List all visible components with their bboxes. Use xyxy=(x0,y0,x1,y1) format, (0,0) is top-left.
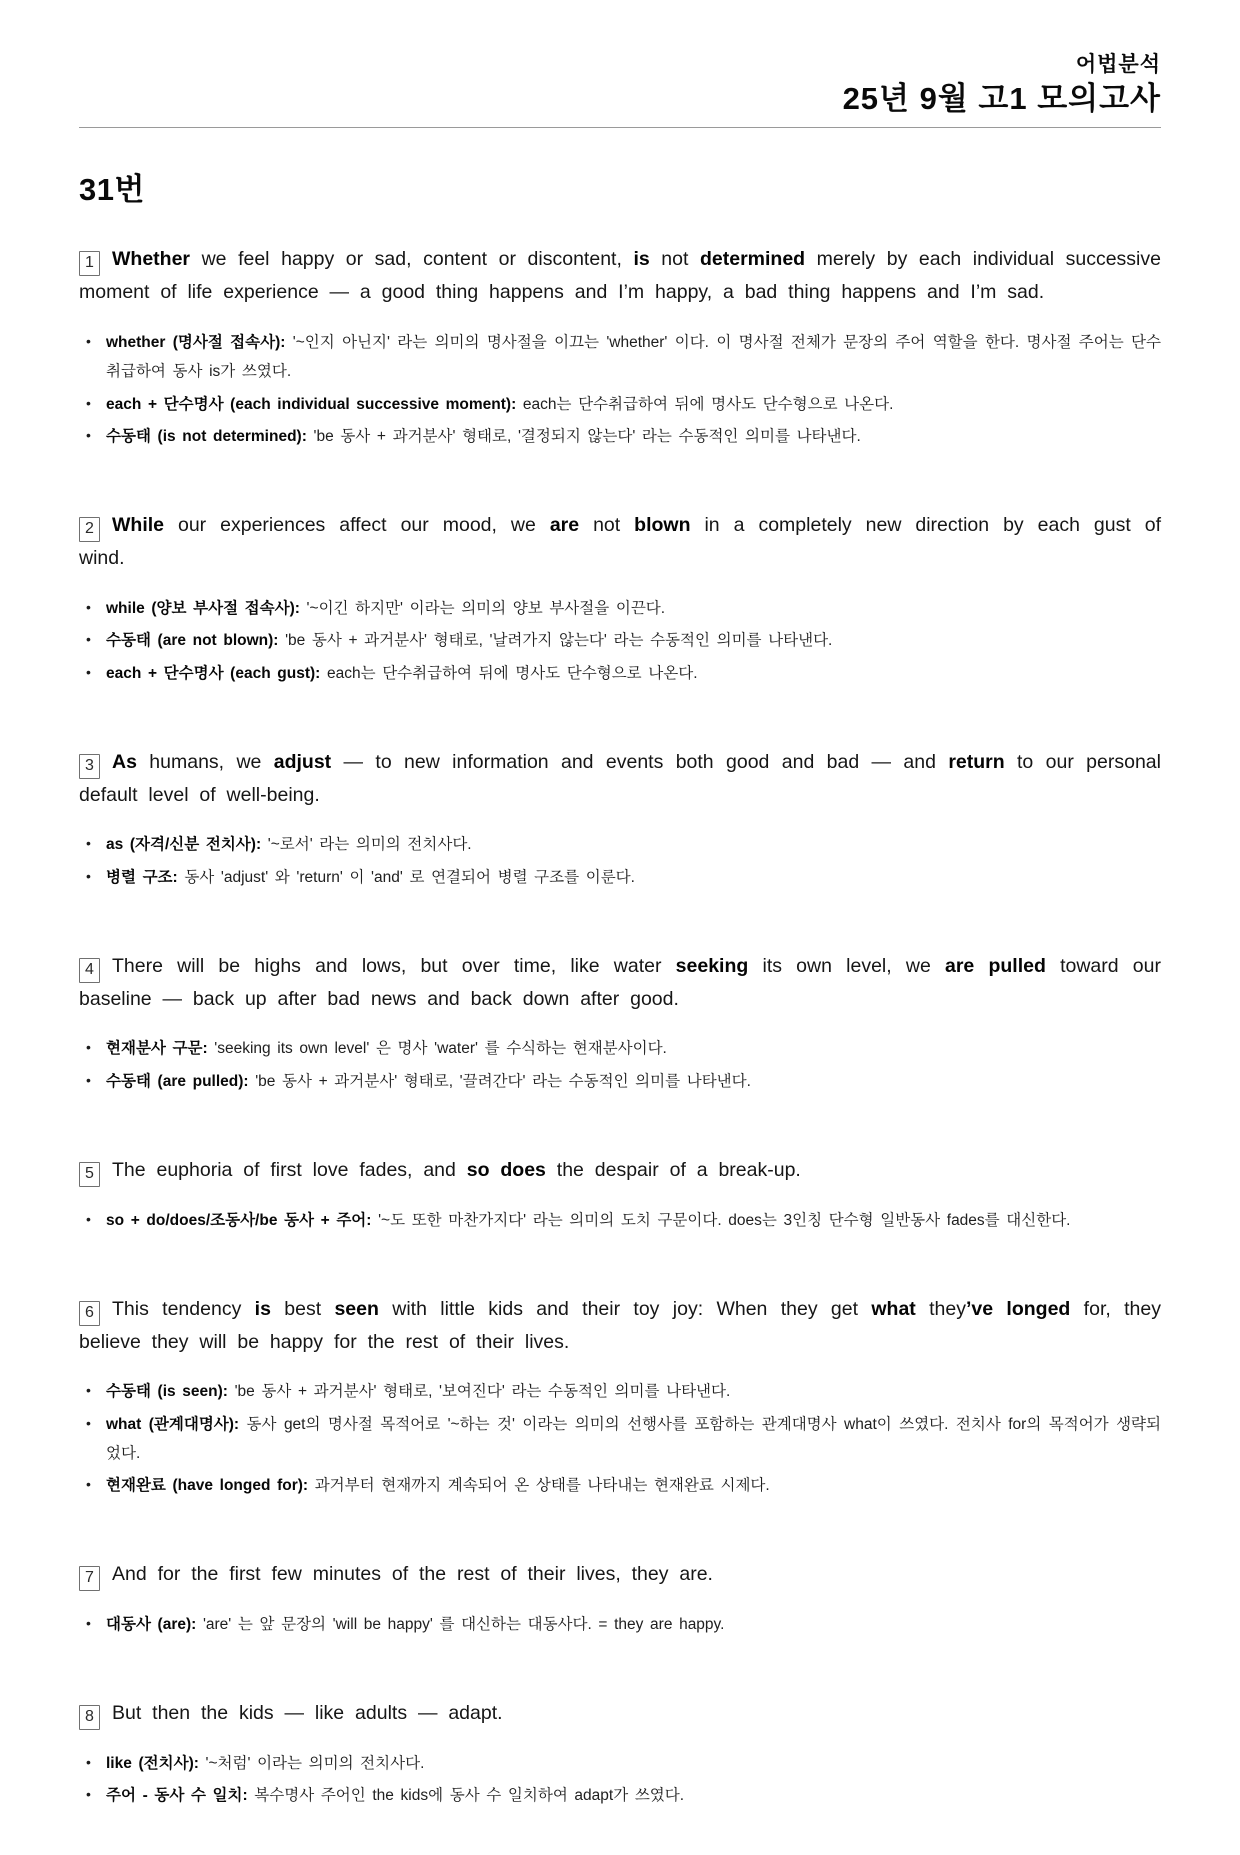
grammar-note-term: 수동태 (is seen): xyxy=(106,1383,228,1401)
sentence-text xyxy=(112,1702,503,1724)
sentence-keyword: return xyxy=(948,750,1005,773)
sentence-section xyxy=(79,509,1161,689)
sentence-text xyxy=(79,514,1161,569)
sentence-fragment: they xyxy=(915,1297,966,1320)
sections-container xyxy=(79,243,1161,1811)
grammar-note-item xyxy=(82,423,1161,452)
sentence-keyword: blown xyxy=(634,513,691,536)
sentence-number-box: 7 xyxy=(79,1566,100,1591)
sentence-keyword: what xyxy=(871,1297,916,1320)
grammar-notes-list xyxy=(82,595,1161,689)
sentence-keyword: determined xyxy=(699,248,806,271)
grammar-note-item xyxy=(82,1750,1161,1779)
sentence-section xyxy=(79,243,1161,451)
sentence-fragment: — to new information and events both good and bad — and xyxy=(331,750,949,773)
sentence-fragment: for, they believe they will be happy for the rest of their lives. xyxy=(79,1297,1161,1353)
sentence-fragment: not xyxy=(649,248,700,271)
header-divider xyxy=(79,127,1161,128)
sentence-text xyxy=(112,1563,713,1585)
page-title: 31번 xyxy=(79,172,145,208)
sentence-fragment: the despair of a break-up. xyxy=(545,1158,801,1181)
grammar-note-term: each + 단수명사 (each individual successive moment): xyxy=(106,395,517,413)
sentence-number-box: 1 xyxy=(79,251,100,276)
grammar-note-item xyxy=(82,1472,1161,1501)
grammar-note-item xyxy=(82,1035,1161,1064)
sentence-fragment: we feel happy or sad, content or discontent, xyxy=(190,248,634,271)
grammar-note-item xyxy=(82,1611,1161,1640)
grammar-note-term: whether (명사절 접속사): xyxy=(106,334,286,352)
grammar-note-item xyxy=(82,660,1161,689)
sentence-fragment: in a completely new direction by each gust of wind. xyxy=(79,513,1161,569)
grammar-note-term: while (양보 부사절 접속사): xyxy=(106,599,300,617)
grammar-note-text: '~이긴 하지만' 이라는 의미의 양보 부사절을 이끈다. xyxy=(299,599,666,617)
grammar-note-item xyxy=(82,1782,1161,1811)
sentence-paragraph xyxy=(79,1293,1161,1359)
sentence-section xyxy=(79,1558,1161,1640)
sentence-text xyxy=(79,751,1161,806)
grammar-note-term: so + do/does/조동사/be 동사 + 주어: xyxy=(106,1211,372,1229)
grammar-note-text: '~처럼' 이라는 의미의 전치사다. xyxy=(198,1754,425,1772)
grammar-note-item xyxy=(82,1378,1161,1407)
sentence-fragment: And for the first few minutes of the rest of their lives, they are. xyxy=(112,1562,713,1585)
grammar-note-item xyxy=(82,1207,1161,1236)
grammar-note-text: '~인지 아닌지' 라는 의미의 명사절을 이끄는 'whether' 이다. 이 명사절 전체가 문장의 주어 역할을 한다. 명사절 주어는 단수취급하여 동사 is가 쓰였다. xyxy=(106,334,1162,380)
sentence-number-box: 5 xyxy=(79,1162,100,1187)
sentence-fragment: to our personal default level of well-being. xyxy=(79,750,1161,806)
sentence-paragraph xyxy=(79,950,1161,1016)
grammar-note-term: 수동태 (are not blown): xyxy=(106,632,279,650)
document-header xyxy=(79,52,1161,117)
sentence-text xyxy=(79,248,1161,303)
grammar-note-text: 동사 get의 명사절 목적어로 '~하는 것' 이라는 의미의 선행사를 포함하는 관계대명사 what이 쓰였다. 전치사 for의 목적어가 생략되었다. xyxy=(106,1415,1161,1462)
sentence-keyword: adjust xyxy=(273,750,332,773)
sentence-number-box: 4 xyxy=(79,958,100,983)
grammar-note-text: 과거부터 현재까지 계속되어 온 상태를 나타내는 현재완료 시제다. xyxy=(308,1477,770,1495)
grammar-note-term: as (자격/신분 전치사): xyxy=(106,836,262,854)
grammar-note-term: 수동태 (is not determined): xyxy=(106,428,307,446)
grammar-note-text: '~도 또한 마찬가지다' 라는 의미의 도치 구문이다. does는 3인칭 단수형 일반동사 fades를 대신한다. xyxy=(371,1211,1071,1229)
grammar-note-text: '~로서' 라는 의미의 전치사다. xyxy=(261,836,472,854)
sentence-fragment: The euphoria of first love fades, and xyxy=(112,1158,467,1181)
sentence-keyword: are pulled xyxy=(945,954,1046,977)
grammar-note-text: each는 단수취급하여 뒤에 명사도 단수형으로 나온다. xyxy=(320,664,698,682)
sentence-paragraph xyxy=(79,1558,1161,1591)
sentence-fragment: its own level, we xyxy=(748,954,945,977)
grammar-note-text: 'seeking its own level' 은 명사 'water' 를 수식하는 현재분사이다. xyxy=(207,1040,667,1058)
sentence-text xyxy=(79,955,1161,1010)
grammar-note-term: 주어 - 동사 수 일치: xyxy=(106,1787,248,1805)
grammar-note-term: what (관계대명사): xyxy=(106,1415,240,1433)
sentence-number-box: 2 xyxy=(79,517,100,542)
sentence-paragraph xyxy=(79,243,1161,309)
grammar-note-term: 수동태 (are pulled): xyxy=(106,1073,249,1091)
grammar-notes-list xyxy=(82,1207,1161,1236)
grammar-note-item xyxy=(82,391,1161,420)
sentence-keyword: seen xyxy=(334,1297,379,1320)
grammar-note-text: each는 단수취급하여 뒤에 명사도 단수형으로 나온다. xyxy=(516,395,894,413)
sentence-number-box: 6 xyxy=(79,1301,100,1326)
sentence-fragment: our experiences affect our mood, we xyxy=(164,513,550,536)
grammar-notes-list xyxy=(82,1035,1161,1096)
sentence-keyword: ’ve longed xyxy=(965,1297,1071,1320)
sentence-text xyxy=(79,1298,1161,1353)
grammar-notes-list xyxy=(82,1750,1161,1811)
grammar-note-text: 'be 동사 + 과거분사' 형태로, '끌려간다' 라는 수동적인 의미를 나타낸다. xyxy=(248,1073,751,1091)
grammar-notes-list xyxy=(82,329,1161,452)
grammar-note-item xyxy=(82,1068,1161,1097)
sentence-fragment: This tendency xyxy=(112,1297,255,1320)
sentence-fragment: There will be highs and lows, but over time, like water xyxy=(112,954,676,977)
grammar-note-text: 'are' 는 앞 문장의 'will be happy' 를 대신하는 대동사다. = they are happy. xyxy=(196,1615,725,1633)
sentence-section xyxy=(79,1697,1161,1811)
sentence-number-box: 3 xyxy=(79,754,100,779)
grammar-note-term: like (전치사): xyxy=(106,1754,199,1772)
grammar-note-term: 병렬 구조: xyxy=(106,869,178,887)
grammar-note-text: 'be 동사 + 과거분사' 형태로, '결정되지 않는다' 라는 수동적인 의미를 나타낸다. xyxy=(306,428,861,446)
sentence-section xyxy=(79,746,1161,893)
sentence-fragment: with little kids and their toy joy: When they get xyxy=(378,1297,872,1320)
grammar-note-term: 대동사 (are): xyxy=(106,1615,197,1633)
grammar-notes-list xyxy=(82,831,1161,892)
sentence-fragment: toward our baseline — back up after bad news and back down after good. xyxy=(79,954,1161,1010)
grammar-notes-list xyxy=(82,1611,1161,1640)
sentence-section xyxy=(79,950,1161,1097)
sentence-fragment: best xyxy=(270,1297,335,1320)
sentence-keyword: are xyxy=(549,513,580,536)
sentence-fragment: merely by each individual successive moment of life experience — a good thing happens and I’m happy, a bad thing happens and I’m sad. xyxy=(79,248,1161,304)
grammar-note-item xyxy=(82,831,1161,860)
grammar-notes-list xyxy=(82,1378,1161,1501)
sentence-keyword: is xyxy=(633,248,650,271)
grammar-note-term: each + 단수명사 (each gust): xyxy=(106,664,321,682)
grammar-note-item xyxy=(82,329,1161,386)
grammar-note-text: 'be 동사 + 과거분사' 형태로, '보여진다' 라는 수동적인 의미를 나타낸다. xyxy=(227,1383,731,1401)
sentence-keyword: seeking xyxy=(675,954,749,977)
sentence-keyword: so does xyxy=(466,1158,546,1181)
grammar-note-text: 복수명사 주어인 the kids에 동사 수 일치하여 adapt가 쓰였다. xyxy=(247,1787,685,1805)
grammar-note-item xyxy=(82,864,1161,893)
grammar-note-item xyxy=(82,595,1161,624)
header-subtitle: 어법분석 xyxy=(1075,53,1161,76)
sentence-keyword: is xyxy=(254,1297,271,1320)
header-title: 25년 9월 고1 모의고사 xyxy=(842,81,1161,117)
sentence-keyword: While xyxy=(112,513,164,536)
sentence-section xyxy=(79,1154,1161,1236)
sentence-paragraph xyxy=(79,509,1161,575)
grammar-note-text: 동사 'adjust' 와 'return' 이 'and' 로 연결되어 병렬 구조를 이룬다. xyxy=(177,869,635,887)
sentence-keyword: As xyxy=(112,750,137,773)
sentence-keyword: Whether xyxy=(112,248,190,271)
sentence-number-box: 8 xyxy=(79,1705,100,1730)
grammar-note-item xyxy=(82,1411,1161,1468)
sentence-text xyxy=(112,1159,801,1181)
sentence-fragment: But then the kids — like adults — adapt. xyxy=(112,1701,503,1724)
sentence-paragraph xyxy=(79,1154,1161,1187)
sentence-fragment: humans, we xyxy=(136,750,274,773)
grammar-note-item xyxy=(82,627,1161,656)
sentence-paragraph xyxy=(79,1697,1161,1730)
sentence-fragment: not xyxy=(579,513,635,536)
sentence-section xyxy=(79,1293,1161,1501)
grammar-note-text: 'be 동사 + 과거분사' 형태로, '날려가지 않는다' 라는 수동적인 의미를 나타낸다. xyxy=(278,632,833,650)
sentence-paragraph xyxy=(79,746,1161,812)
grammar-note-term: 현재완료 (have longed for): xyxy=(106,1477,309,1495)
grammar-note-term: 현재분사 구문: xyxy=(106,1040,208,1058)
